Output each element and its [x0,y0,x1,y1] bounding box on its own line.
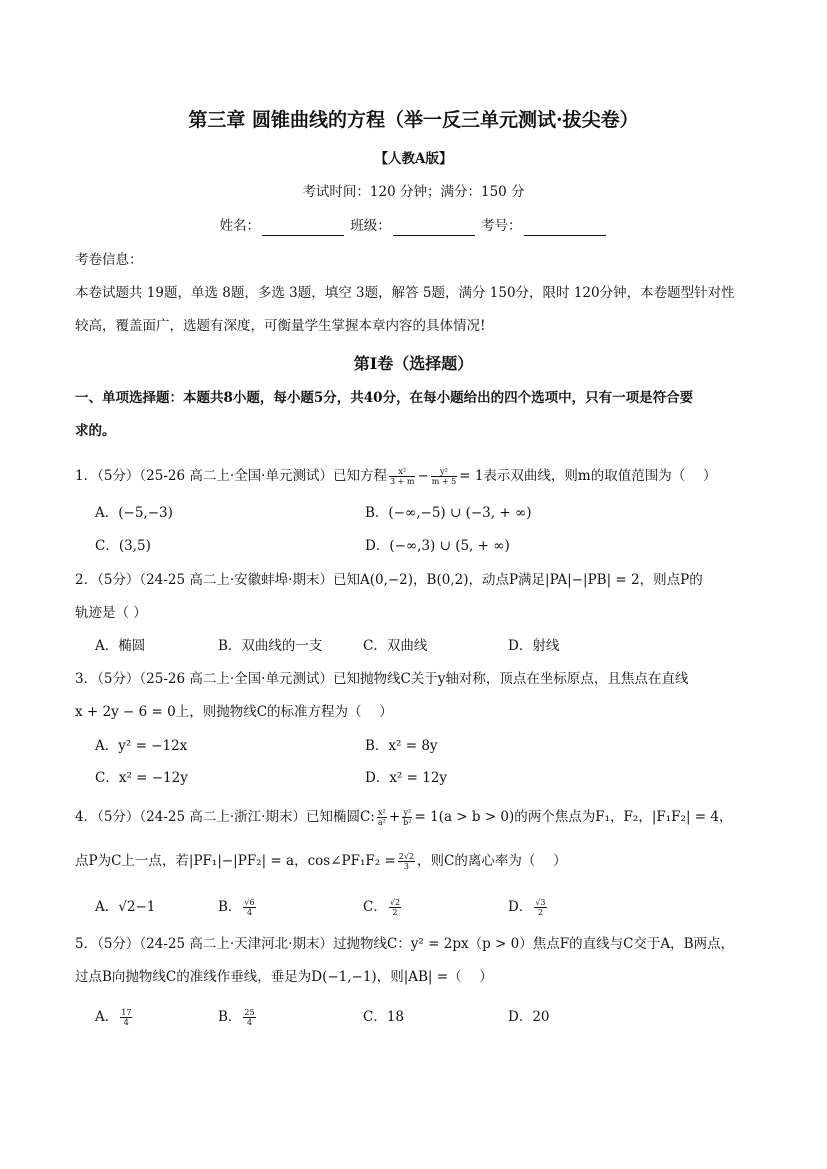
fraction: $\frac{\text{y²}}{\text{b²}}$ [403,808,412,827]
fraction: $\frac{\text{y²}}{m + 5}$ [431,467,457,486]
q2-option-c[interactable]: C．双曲线 [363,638,428,654]
exam-info: 考试时间：120 分钟；满分：150 分 [302,184,525,200]
q4-option-d[interactable]: D． $\frac{√3}{2}$ [508,898,546,917]
q4-option-a[interactable]: A．√2−1 [95,899,156,915]
q1-option-c[interactable]: C．(3,5) [95,538,151,554]
question-4-cont: 点P为C上一点，若|PF₁|−|PF₂| = a，cos∠PF₁F₂ = $\frac{2√2}{3}$ ，则C的离心率为（ ） [75,852,567,871]
question-5: 5．（5分）（24-25 高二上·天津河北·期末）过抛物线C：y² = 2px（p > 0）焦点F的直线与C交于A，B两点， [75,936,735,952]
info-line: 本卷试题共 19题，单选 8题，多选 3题，填空 3题，解答 5题，满分 150分，限时 120分钟，本卷题型针对性 [75,285,735,301]
q2-option-b[interactable]: B．双曲线的一支 [218,638,323,654]
student-fields [0,216,827,236]
q1-text: 1．（5分）（25-26 高二上·全国·单元测试）已知方程 [75,468,387,484]
fraction: $\frac{2√2}{3}$ [398,852,415,871]
question-3: 3．（5分）（25-26 高二上·全国·单元测试）已知抛物线C关于y轴对称，顶点在坐标原点，且焦点在直线 [75,671,689,687]
q4-option-b[interactable]: B． $\frac{√6}{4}$ [218,898,255,917]
info-heading: 考卷信息： [75,252,143,268]
question-1: 1．（5分）（25-26 高二上·全国·单元测试）已知方程 $\frac{\text{x²}}{3 + m}$ − $\frac{\text{y²}}{m + 5}$ = 1表示双曲线，则m的取值范围为（ ） [75,467,717,486]
question-5-cont: 过点B向抛物线C的准线作垂线，垂足为D(−1,−1)，则|AB| =（ ） [75,969,493,985]
q1-text: = 1表示双曲线，则m的取值范围为（ ） [459,468,717,484]
section-heading: 一、单项选择题：本题共8小题，每小题5分，共40分，在每小题给出的四个选项中，只有一项是符合要 [75,390,694,406]
q2-option-a[interactable]: A．椭圆 [95,638,146,654]
q1-option-b[interactable]: B．(−∞,−5) ∪ (−3, + ∞) [365,505,532,521]
q3-option-b[interactable]: B．x² = 8y [365,738,438,754]
q1-option-d[interactable]: D．(−∞,3) ∪ (5, + ∞) [365,538,510,554]
name-label: 姓名： [219,218,260,234]
info-line: 较高，覆盖面广，选题有深度，可衡量学生掌握本章内容的具体情况! [75,318,486,334]
q5-option-d[interactable]: D．20 [508,1009,550,1025]
number-blank[interactable] [524,221,606,236]
part-title: 第Ⅰ卷（选择题） [353,354,474,373]
q5-option-b[interactable]: B． $\frac{25}{4}$ [218,1008,255,1027]
q3-option-a[interactable]: A．y² = −12x [95,738,188,754]
question-4: 4．（5分）（24-25 高二上·浙江·期末）已知椭圆C: $\frac{\text{x²}}{\text{a²}}$ + $\frac{\text{y²}}{\text{b²}}$ = 1(a > b > 0)的两个焦点为F₁，F₂，|F₁F₂| = 4， [75,808,733,827]
q5-option-a[interactable]: A． $\frac{17}{4}$ [95,1008,132,1027]
q3-option-c[interactable]: C．x² = −12y [95,770,188,786]
page-title: 第三章 圆锥曲线的方程（举一反三单元测试·拔尖卷） [188,109,639,131]
q3-option-d[interactable]: D．x² = 12y [365,770,448,786]
question-2-cont: 轨迹是（ ） [75,605,147,621]
q4-option-c[interactable]: C． $\frac{√2}{2}$ [363,898,401,917]
q5-option-c[interactable]: C．18 [363,1009,405,1025]
question-3-cont: x + 2y − 6 = 0上，则抛物线C的标准方程为（ ） [75,704,393,720]
class-label: 班级： [350,218,391,234]
name-blank[interactable] [262,221,344,236]
fraction: $\frac{\text{x²}}{\text{a²}}$ [377,808,386,827]
q1-option-a[interactable]: A．(−5,−3) [95,505,173,521]
q2-option-d[interactable]: D．射线 [508,638,560,654]
number-label: 考号： [481,218,522,234]
edition: 【人教A版】 [374,151,453,167]
fraction: $\frac{\text{x²}}{3 + m}$ [389,467,415,486]
section-heading: 求的。 [75,423,116,439]
question-2: 2．（5分）（24-25 高二上·安徽蚌埠·期末）已知A(0,−2)，B(0,2)，动点P满足|PA|−|PB| = 2，则点P的 [75,572,703,588]
class-blank[interactable] [393,221,475,236]
